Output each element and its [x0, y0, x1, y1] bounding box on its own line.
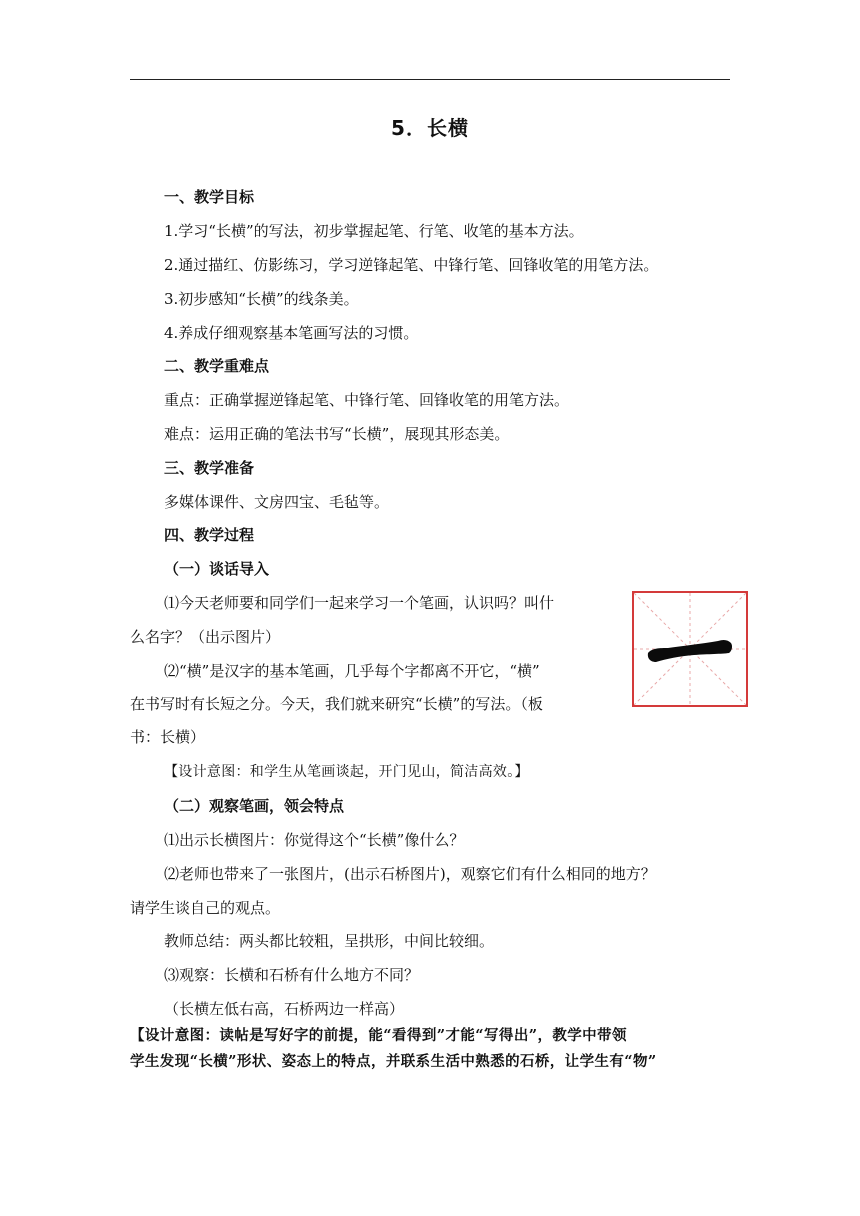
calligraphy-grid-icon: [634, 593, 746, 705]
observe-item-2-line-1: ⑵老师也带来了一张图片，(出示石桥图片)，观察它们有什么相同的地方？: [164, 865, 656, 883]
header-rule: [130, 79, 730, 80]
teacher-summary: 教师总结：两头都比较粗，呈拱形，中间比较细。: [164, 932, 495, 950]
key-point-text: 重点：正确掌握逆锋起笔、中锋行笔、回锋收笔的用笔方法。: [164, 391, 570, 409]
intro-paragraph-1-line-2: 么名字？（出示图片）: [130, 628, 281, 646]
observe-item-1: ⑴出示长横图片：你觉得这个“长横”像什么？: [164, 831, 465, 849]
observe-item-2-line-2: 请学生谈自己的观点。: [130, 899, 281, 917]
difficult-point-text: 难点：运用正确的笔法书写“长横”，展现其形态美。: [164, 425, 510, 443]
section-heading-process: 四、教学过程: [164, 526, 255, 544]
objective-item-1: 1.学习“长横”的写法，初步掌握起笔、行笔、收笔的基本方法。: [164, 222, 584, 240]
intro-paragraph-2-line-1: ⑵“横”是汉字的基本笔画，几乎每个字都离不开它，“横”: [164, 662, 540, 680]
section-heading-objectives: 一、教学目标: [164, 188, 255, 206]
intro-paragraph-2-line-3: 书：长横）: [130, 728, 206, 746]
section-heading-preparation: 三、教学准备: [164, 459, 255, 477]
intro-paragraph-2-line-2: 在书写时有长短之分。今天，我们就来研究“长横”的写法。（板: [130, 695, 543, 713]
section-heading-key-points: 二、教学重难点: [164, 357, 270, 375]
objective-item-2: 2.通过描红、仿影练习，学习逆锋起笔、中锋行笔、回锋收笔的用笔方法。: [164, 256, 659, 274]
subheading-intro: （一）谈话导入: [164, 560, 270, 578]
design-intent-2-line-2: 学生发现“长横”形状、姿态上的特点，并联系生活中熟悉的石桥，让学生有“物”: [130, 1053, 657, 1070]
preparation-text: 多媒体课件、文房四宝、毛毡等。: [164, 493, 390, 511]
long-horizontal-stroke-image: [632, 591, 748, 707]
design-intent-1: 【设计意图：和学生从笔画谈起，开门见山，简洁高效。】: [164, 764, 529, 780]
objective-item-3: 3.初步感知“长横”的线条美。: [164, 290, 359, 308]
objective-item-4: 4.养成仔细观察基本笔画写法的习惯。: [164, 324, 419, 342]
observe-item-3: ⑶观察：长横和石桥有什么地方不同？: [164, 966, 420, 984]
observe-item-3-answer: （长横左低右高，石桥两边一样高）: [164, 1000, 405, 1018]
intro-paragraph-1-line-1: ⑴今天老师要和同学们一起来学习一个笔画，认识吗？叫什: [164, 594, 555, 612]
subheading-observe: （二）观察笔画，领会特点: [164, 797, 345, 815]
page-title: 5．长横: [391, 116, 469, 140]
design-intent-2-line-1: 【设计意图：读帖是写好字的前提，能“看得到”才能“写得出”，教学中带领: [130, 1027, 627, 1044]
